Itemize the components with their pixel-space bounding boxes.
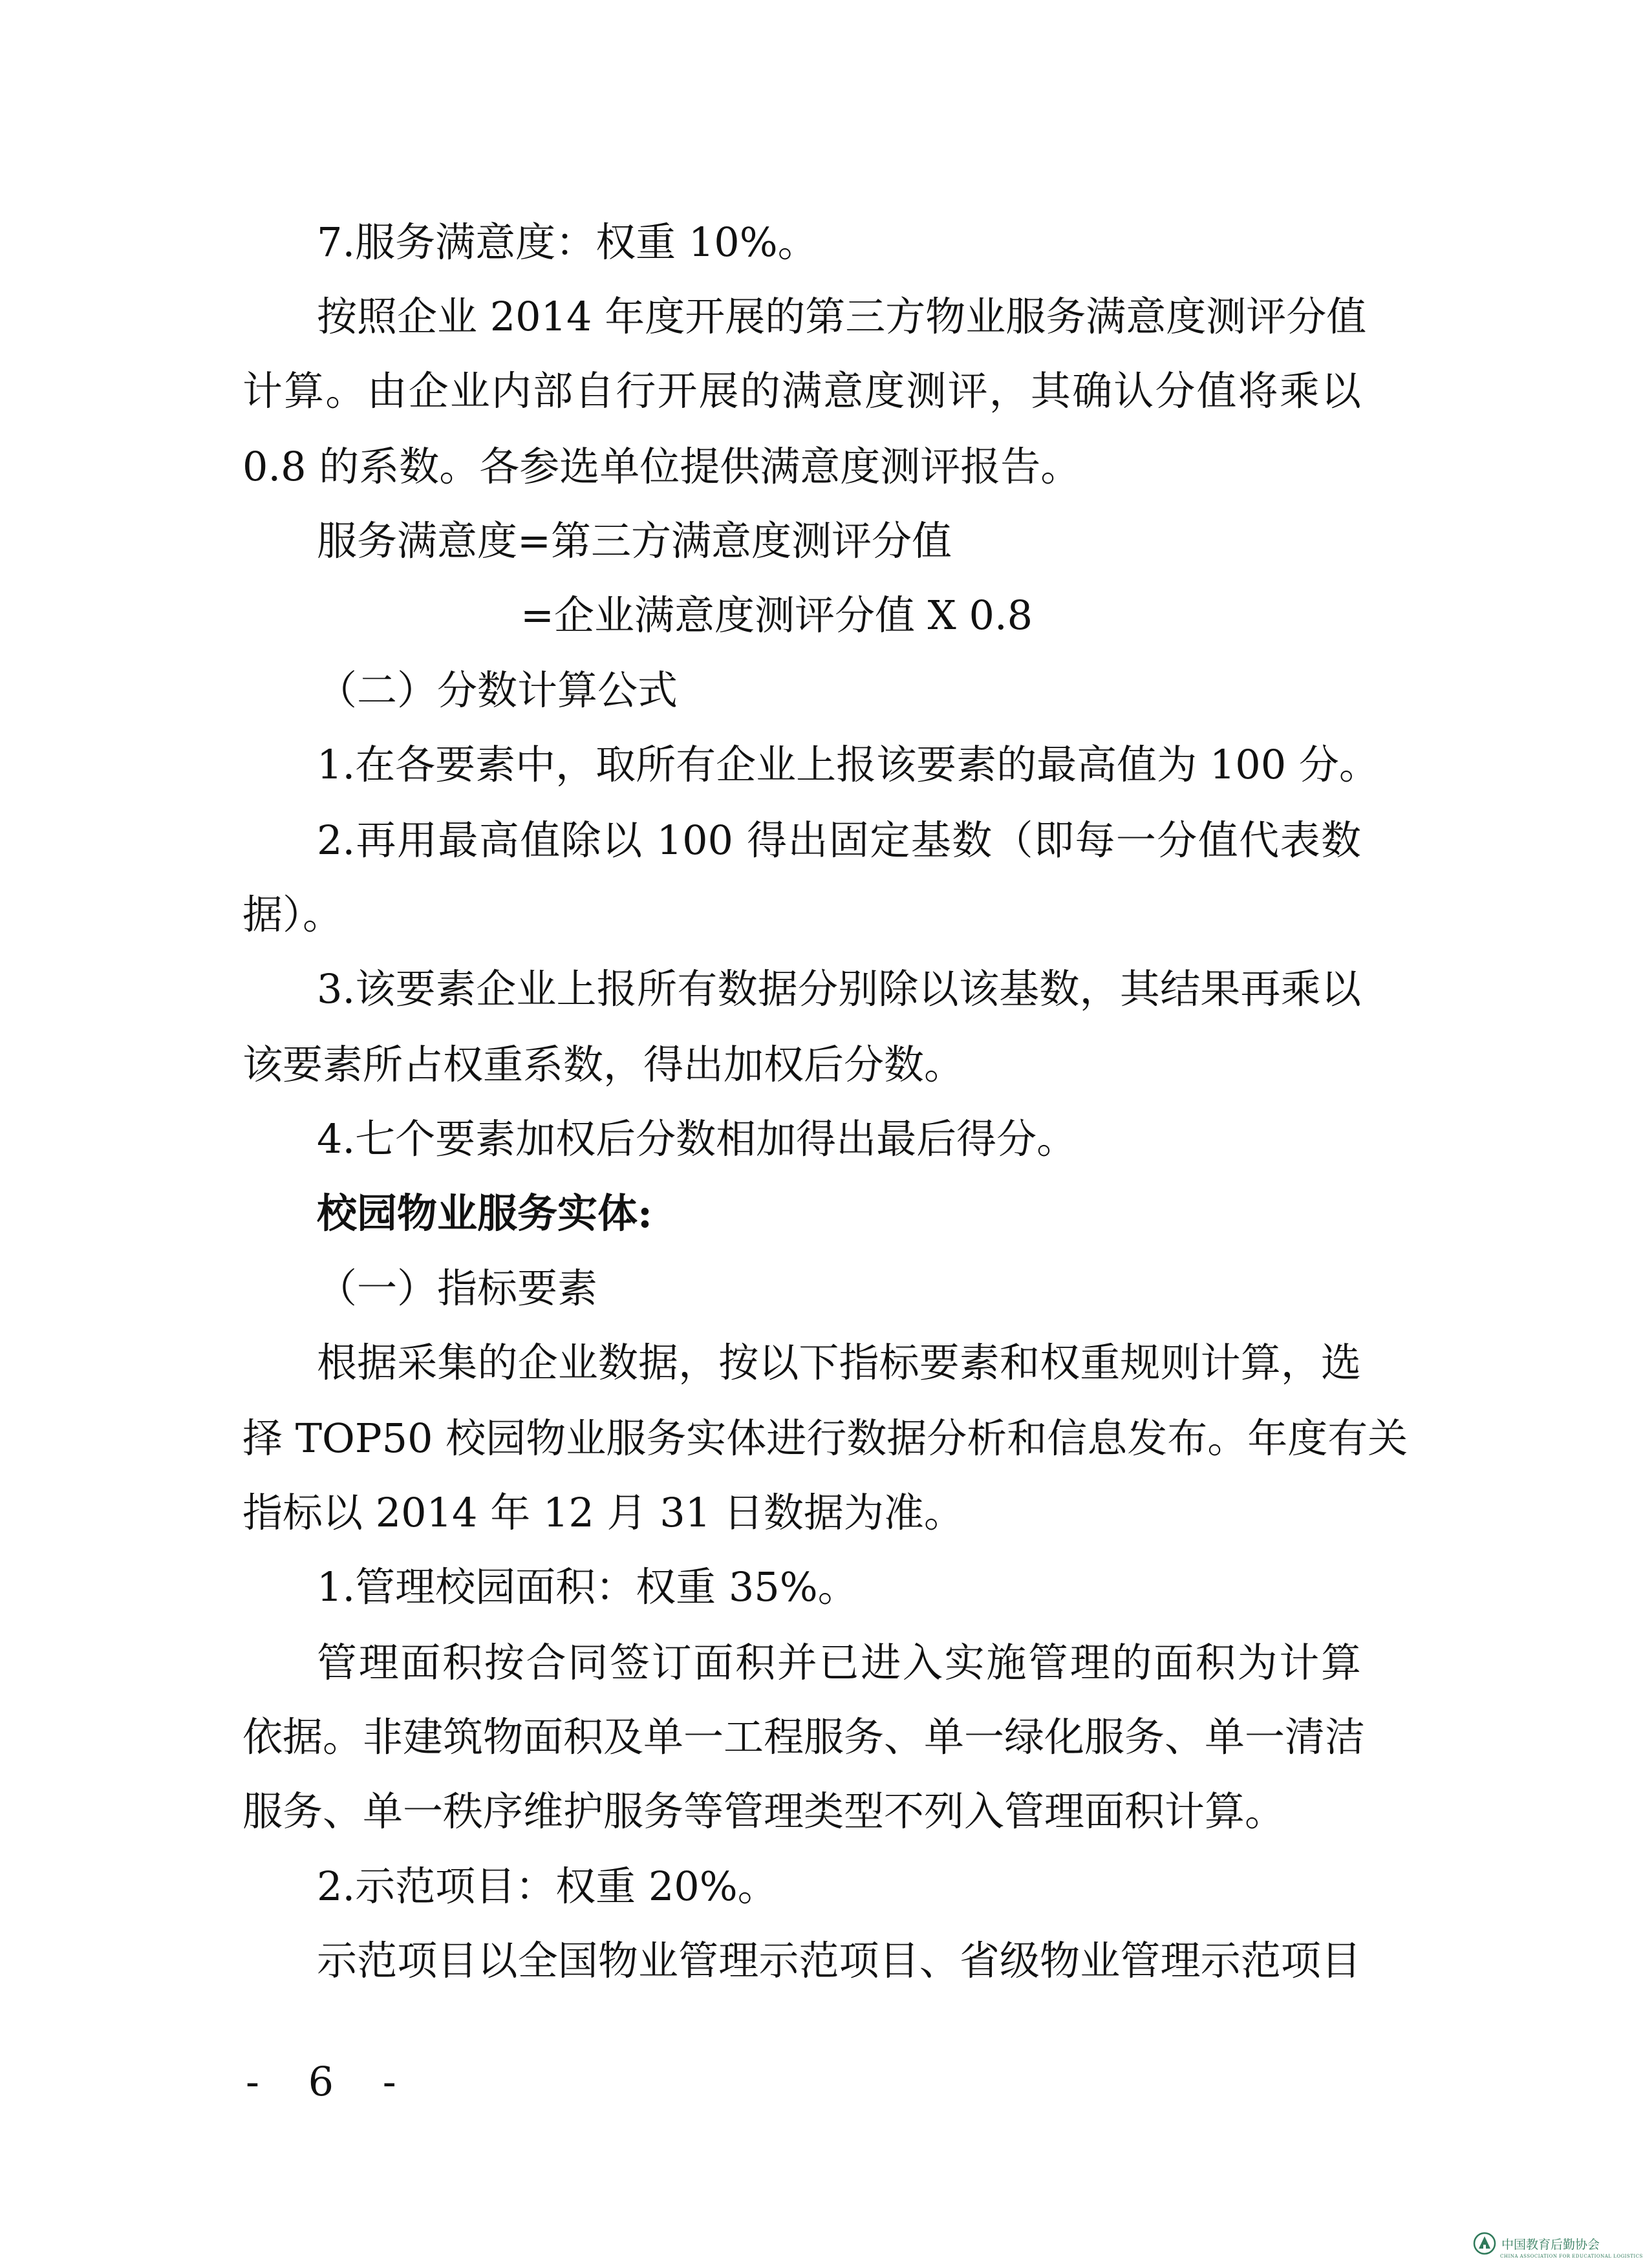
association-logo: [1473, 2231, 1600, 2256]
paragraph-line: 1.在各要素中，取所有企业上报该要素的最高值为 100 分。: [317, 741, 1379, 788]
paragraph-line: 依据。非建筑物面积及单一工程服务、单一绿化服务、单一清洁: [242, 1713, 1366, 1760]
paragraph-line: 0.8 的系数。各参选单位提供满意度测评报告。: [242, 443, 1081, 490]
paragraph-line: 示范项目以全国物业管理示范项目、省级物业管理示范项目: [317, 1937, 1361, 1984]
paragraph-line: 服务、单一秩序维护服务等管理类型不列入管理面积计算。: [242, 1788, 1285, 1835]
association-name-english: CHINA ASSOCIATION FOR EDUCATIONAL LOGISTICS: [1500, 2254, 1643, 2259]
paragraph-line: 2.再用最高值除以 100 得出固定基数（即每一分值代表数: [317, 817, 1361, 864]
paragraph-line: 管理面积按合同签订面积并已进入实施管理的面积为计算: [317, 1639, 1361, 1686]
association-emblem-icon: [1473, 2232, 1496, 2255]
section-title: 校园物业服务实体:: [317, 1190, 652, 1237]
formula-line: 服务满意度=第三方满意度测评分值: [317, 517, 952, 564]
paragraph-line: 1.管理校园面积：权重 35%。: [317, 1563, 858, 1610]
paragraph-line: 按照企业 2014 年度开展的第三方物业服务满意度测评分值: [317, 293, 1367, 340]
section-heading: （一）指标要素: [317, 1265, 598, 1312]
paragraph-line: 指标以 2014 年 12 月 31 日数据为准。: [242, 1489, 964, 1536]
paragraph-line: 3.该要素企业上报所有数据分别除以该基数，其结果再乘以: [317, 965, 1361, 1012]
page-number: - 6 -: [246, 2058, 414, 2105]
paragraph-line: 该要素所占权重系数，得出加权后分数。: [242, 1041, 965, 1088]
paragraph-line: 4.七个要素加权后分数相加得出最后得分。: [317, 1115, 1077, 1162]
paragraph-line: 2.示范项目：权重 20%。: [317, 1863, 778, 1910]
section-heading: （二）分数计算公式: [317, 667, 678, 714]
association-name: 中国教育后勤协会: [1501, 2237, 1600, 2252]
paragraph-line: 择 TOP50 校园物业服务实体进行数据分析和信息发布。年度有关: [242, 1415, 1408, 1462]
paragraph-line: 计算。由企业内部自行开展的满意度测评，其确认分值将乘以: [242, 367, 1361, 414]
paragraph-line: 根据采集的企业数据，按以下指标要素和权重规则计算，选: [317, 1339, 1361, 1386]
paragraph-line: 7.服务满意度：权重 10%。: [317, 219, 818, 266]
paragraph-line: 据）。: [242, 891, 343, 938]
formula-line: =企业满意度测评分值 X 0.8: [521, 592, 1033, 639]
